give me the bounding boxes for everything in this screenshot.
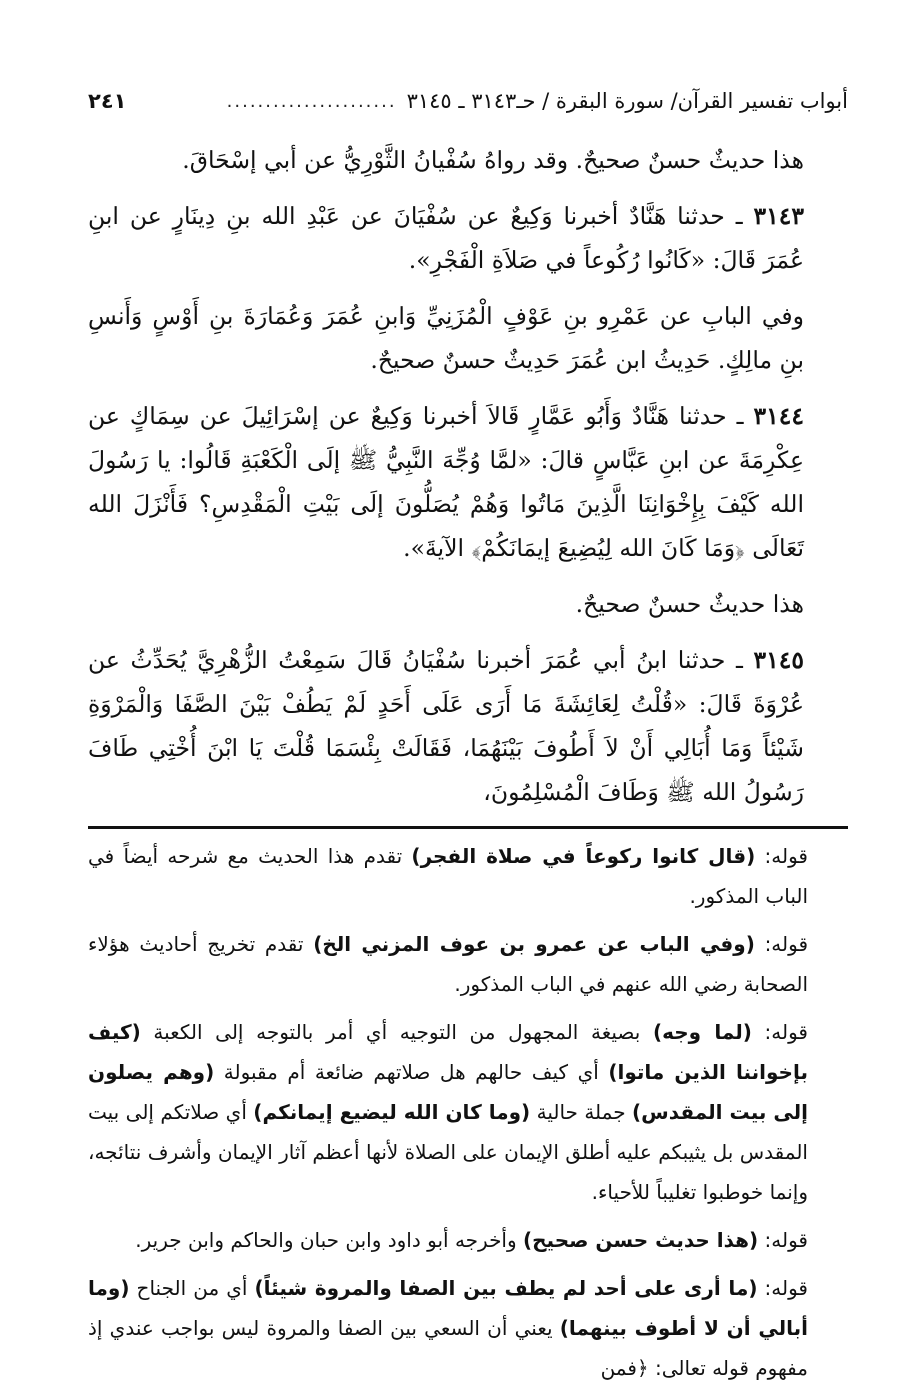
hadith-text: ـ حدثنا هَنَّادٌ وَأَبُو عَمَّارٍ قَالاَ أخبرنا وَكِيعٌ عن إسْرَائِيلَ عن سِمَاكٍ عن عِكْرِمَةَ عن ابنِ عَبَّاسٍ قالَ: «لمَّا وُجِّهَ النَّبِيُّ ﷺ إلَى الْكَعْبَةِ قَالُوا: يا رَسُولَ الله كَيْفَ بِإِخْوَانِنَا الَّذِينَ مَاتُوا وَهُمْ يُصَلُّونَ إلَى بَيْتِ الْمَقْدِسِ؟ فَأَنْزَلَ الله تَعَالَى ﴿وَمَا كَانَ الله لِيُضِيعَ إيمَانَكُمْ﴾ الآيةَ».	[88, 402, 804, 562]
note-quote: (هذا حديث حسن صحيح)	[523, 1228, 759, 1252]
hadith-3143	[88, 194, 848, 282]
note-quote: (قال كانوا ركوعاً في صلاة الفجر)	[411, 844, 756, 868]
note-text: تقدم تخريج أحاديث هؤلاء الصحابة رضي الله عنهم في الباب المذكور.	[88, 932, 808, 996]
hadith-number: ٣١٤٤	[753, 402, 804, 430]
hadith-number: ٣١٤٣	[753, 202, 804, 230]
note-quote: (وما أبالي أن لا أطوف بينهما)	[88, 1276, 809, 1340]
paragraph-bab: وفي البابِ عن عَمْرِو بنِ عَوْفٍ الْمُزَنِيِّ وَابنِ عُمَرَ وَعُمَارَةَ بنِ أَوْسٍ وَأَنسِ بنِ مالِكٍ. حَدِيثُ ابن عُمَرَ حَدِيثٌ حسنٌ صحيحٌ.	[88, 302, 804, 374]
hadith-text: ـ حدثنا هَنَّادٌ أخبرنا وَكِيعٌ عن سُفْيَانَ عن عَبْدِ الله بنِ دِينَارٍ عن ابنِ عُمَرَ قَالَ: «كَانُوا رُكُوعاً في صَلاَةِ الْفَجْرِ».	[88, 202, 804, 274]
note-lead: قوله:	[757, 1276, 808, 1300]
note-text: تقدم هذا الحديث مع شرحه أيضاً في الباب المذكور.	[88, 844, 808, 908]
note-text: بصيغة المجهول من التوجيه أي أمر بالتوجه إلى الكعبة	[140, 1020, 653, 1044]
note-text: أي صلاتكم إلى بيت المقدس بل يثيبكم عليه أطلق الإيمان على الصلاة لأنها أعظم آثار الإيمان وأشرف نتائجه، وإنما خوطبوا تغليباً للأحياء.	[88, 1100, 808, 1204]
note-4	[88, 1220, 848, 1260]
header-dot-leader: ......................	[226, 90, 397, 112]
note-quote: (ما أرى على أحد لم يطف بين الصفا والمروة شيئاً)	[254, 1276, 758, 1300]
note-lead: قوله:	[754, 932, 809, 956]
note-text: يعني أن السعي بين الصفا والمروة ليس بواجب عندي إذ مفهوم قوله تعالى: ﴿فمن	[88, 1316, 808, 1380]
paragraph-grading: هذا حديثٌ حسنٌ صحيحٌ. وقد رواهُ سُفْيانُ الثَّوْرِيُّ عن أبي إسْحَاقَ.	[182, 146, 804, 174]
note-3	[88, 1012, 848, 1212]
header-title: أبواب تفسير القرآن/ سورة البقرة / حـ٣١٤٣ ـ ٣١٤٥	[406, 89, 848, 113]
note-quote: (وفي الباب عن عمرو بن عوف المزني الخ)	[313, 932, 755, 956]
note-text: أي من الجناح	[129, 1276, 255, 1300]
note-5	[88, 1268, 848, 1388]
note-quote: (وهم يصلون إلى بيت المقدس)	[88, 1060, 808, 1124]
hadith-3144	[88, 394, 848, 570]
hadith-3145	[88, 638, 848, 814]
hadith-text: ـ حدثنا ابنُ أبي عُمَرَ أخبرنا سُفْيَانُ قَالَ سَمِعْتُ الزُّهْرِيَّ يُحَدِّثُ عن عُرْوَةَ قَالَ: «قُلْتُ لِعَائِشَةَ مَا أَرَى عَلَى أَحَدٍ لَمْ يَطُفْ بَيْنَ الصَّفَا وَالْمَرْوَةِ شَيْئاً وَمَا أُبَالِي أَنْ لاَ أَطُوفَ بَيْنَهُمَا، فَقَالَتْ بِئْسَمَا قُلْتَ يَا ابْنَ أُخْتِي طَافَ رَسُولُ الله ﷺ وَطَافَ الْمُسْلِمُونَ،	[88, 646, 804, 806]
note-lead: قوله:	[755, 844, 808, 868]
note-lead: قوله:	[758, 1228, 808, 1252]
note-quote: (لما وجه)	[652, 1020, 752, 1044]
footnote-divider	[88, 826, 848, 829]
note-quote: (كيف بإخواننا الذين ماتوا)	[88, 1020, 808, 1084]
main-text	[88, 138, 848, 826]
running-header	[88, 84, 848, 118]
note-2	[88, 924, 848, 1004]
note-text: أي كيف حالهم هل صلاتهم ضائعة أم مقبولة	[214, 1060, 609, 1084]
note-1	[88, 836, 848, 916]
page-number: ٢٤١	[88, 89, 127, 113]
note-lead: قوله:	[751, 1020, 808, 1044]
note-text: وأخرجه أبو داود وابن حبان والحاكم وابن جرير.	[135, 1228, 523, 1252]
note-quote: (وما كان الله ليضيع إيمانكم)	[253, 1100, 531, 1124]
commentary-notes	[88, 836, 848, 1396]
paragraph-grading-2: هذا حديثٌ حسنٌ صحيحٌ.	[575, 590, 804, 618]
hadith-number: ٣١٤٥	[753, 646, 804, 674]
note-text: جملة حالية	[530, 1100, 633, 1124]
